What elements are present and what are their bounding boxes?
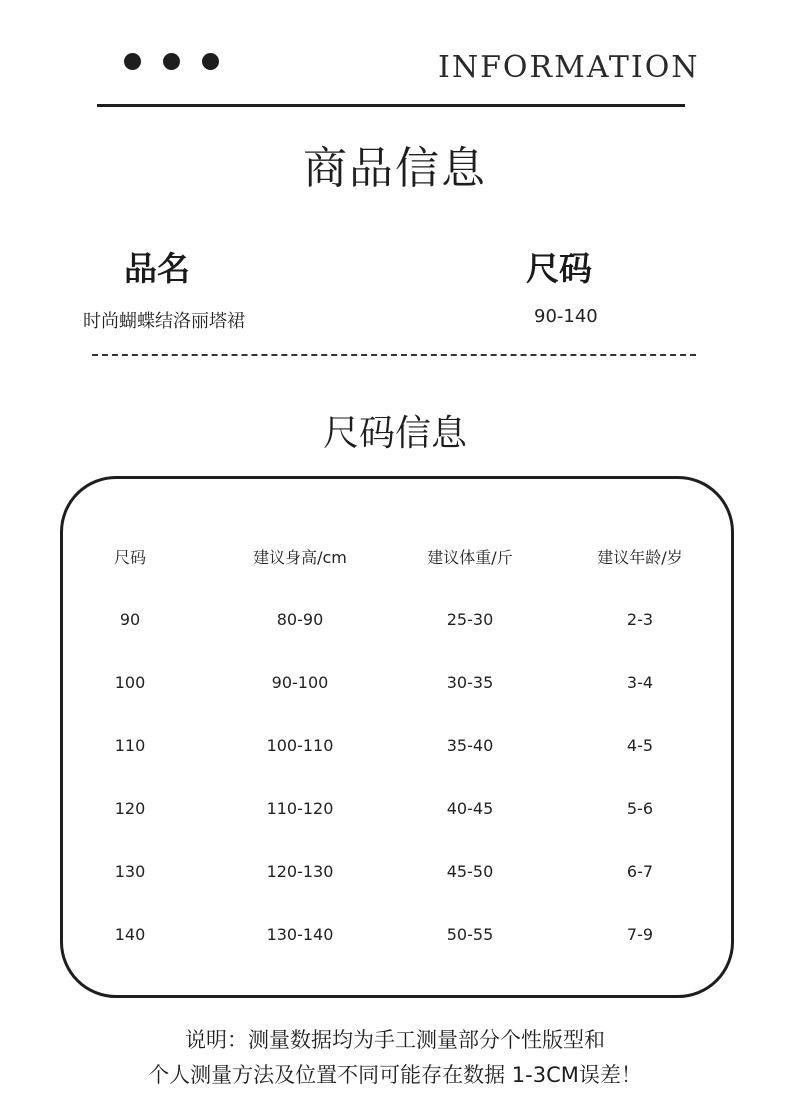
- table-cell: 7-9: [626, 925, 654, 944]
- footnote-line-1: 说明：测量数据均为手工测量部分个性版型和: [185, 1028, 605, 1052]
- header-divider: [97, 104, 685, 107]
- table-cell: 140: [114, 925, 146, 944]
- table-cell: 50-55: [446, 925, 494, 944]
- table-cell: 35-40: [446, 736, 494, 755]
- information-heading: INFORMATION: [438, 50, 700, 85]
- table-cell: 130-140: [266, 925, 334, 944]
- product-size-label: 尺码: [526, 249, 592, 288]
- table-header-cell: 尺码: [113, 548, 146, 567]
- table-cell: 120-130: [266, 862, 334, 881]
- product-name-label: 品名: [124, 249, 190, 288]
- table-cell: 80-90: [276, 610, 324, 629]
- table-cell: 90-100: [271, 673, 329, 692]
- table-cell: 110-120: [266, 799, 334, 818]
- table-cell: 40-45: [446, 799, 494, 818]
- table-cell: 130: [114, 862, 146, 881]
- dot-icon: [163, 53, 180, 70]
- table-cell: 100: [114, 673, 146, 692]
- table-cell: 30-35: [446, 673, 494, 692]
- table-header-cell: 建议体重/斤: [427, 548, 513, 567]
- table-header-cell: 建议身高/cm: [253, 548, 347, 567]
- table-cell: 6-7: [626, 862, 654, 881]
- table-cell: 2-3: [626, 610, 654, 629]
- table-cell: 100-110: [266, 736, 334, 755]
- size-table: [60, 476, 734, 998]
- dashed-divider: [92, 354, 696, 356]
- table-header-cell: 建议年龄/岁: [597, 548, 683, 567]
- dot-icon: [202, 53, 219, 70]
- table-cell: 90: [119, 610, 141, 629]
- decorative-dots: [124, 53, 219, 70]
- product-name-value: 时尚蝴蝶结洛丽塔裙: [83, 311, 245, 332]
- size-section-title: 尺码信息: [322, 413, 467, 454]
- footnote-line-2: 个人测量方法及位置不同可能存在数据 1-3CM误差！: [148, 1063, 642, 1087]
- table-cell: 3-4: [626, 673, 654, 692]
- table-cell: 4-5: [626, 736, 654, 755]
- table-cell: 110: [114, 736, 146, 755]
- product-size-value: 90-140: [534, 306, 598, 327]
- table-cell: 120: [114, 799, 146, 818]
- page-title: 商品信息: [303, 143, 487, 194]
- table-cell: 45-50: [446, 862, 494, 881]
- dot-icon: [124, 53, 141, 70]
- table-cell: 5-6: [626, 799, 654, 818]
- table-cell: 25-30: [446, 610, 494, 629]
